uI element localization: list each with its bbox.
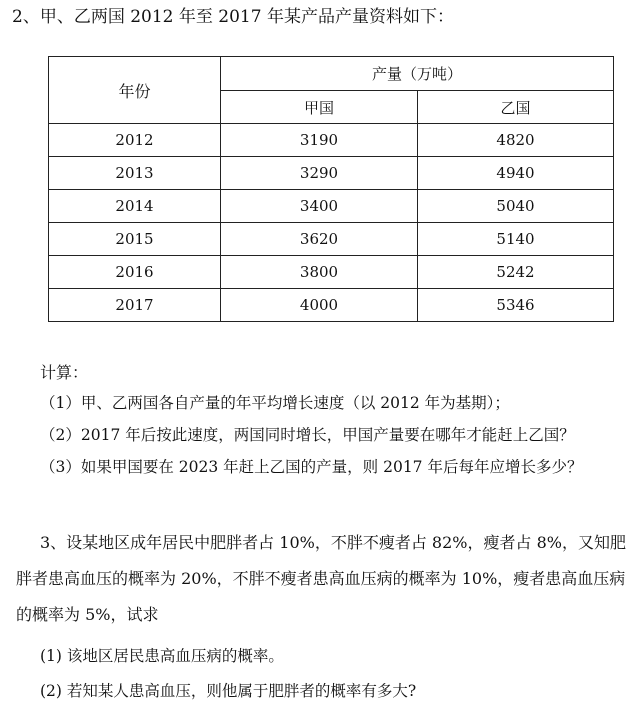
- country-a-value: 3400: [221, 190, 418, 223]
- country-a-value: 4000: [221, 289, 418, 322]
- question-2-item-2: （2）2017 年后按此速度，两国同时增长，甲国产量要在哪年才能赶上乙国？: [40, 426, 575, 444]
- production-table: [48, 56, 614, 322]
- country-a-value: 3190: [221, 124, 418, 157]
- year-cell: 2012: [49, 124, 221, 157]
- table-row: [49, 190, 614, 223]
- question-3-line-3: 的概率为 5%，试求: [16, 605, 159, 624]
- country-b-header: 乙国: [418, 91, 614, 124]
- table-row: [49, 157, 614, 190]
- year-cell: 2015: [49, 223, 221, 256]
- year-column-header: 年份: [49, 57, 221, 124]
- country-b-value: 4940: [418, 157, 614, 190]
- question-2-item-3: （3）如果甲国要在 2023 年赶上乙国的产量，则 2017 年后每年应增长多少？: [40, 458, 583, 476]
- table-row: [49, 223, 614, 256]
- output-column-header: 产量（万吨）: [221, 57, 614, 91]
- table-row: [49, 256, 614, 289]
- country-b-value: 4820: [418, 124, 614, 157]
- country-a-value: 3290: [221, 157, 418, 190]
- country-b-value: 5140: [418, 223, 614, 256]
- country-a-value: 3620: [221, 223, 418, 256]
- question-3-line-1: 3、设某地区成年居民中肥胖者占 10%，不胖不瘦者占 82%，瘦者占 8%，又知肥: [40, 533, 626, 552]
- year-cell: 2016: [49, 256, 221, 289]
- country-a-header: 甲国: [221, 91, 418, 124]
- calculate-label: 计算：: [40, 363, 89, 382]
- table-row: [49, 289, 614, 322]
- question-3-sub-1: (1) 该地区居民患高血压病的概率。: [40, 647, 284, 665]
- country-a-value: 3800: [221, 256, 418, 289]
- year-cell: 2014: [49, 190, 221, 223]
- year-cell: 2013: [49, 157, 221, 190]
- year-cell: 2017: [49, 289, 221, 322]
- question-3-sub-2: (2) 若知某人患高血压，则他属于肥胖者的概率有多大?: [40, 682, 417, 700]
- country-b-value: 5346: [418, 289, 614, 322]
- table-row: [49, 124, 614, 157]
- question-3-line-2: 胖者患高血压的概率为 20%，不胖不瘦者患高血压病的概率为 10%，瘦者患高血压病: [16, 569, 626, 588]
- country-b-value: 5040: [418, 190, 614, 223]
- question-2-title: 2、甲、乙两国 2012 年至 2017 年某产品产量资料如下：: [12, 7, 454, 27]
- country-b-value: 5242: [418, 256, 614, 289]
- question-2-item-1: （1）甲、乙两国各自产量的年平均增长速度（以 2012 年为基期）；: [40, 394, 510, 412]
